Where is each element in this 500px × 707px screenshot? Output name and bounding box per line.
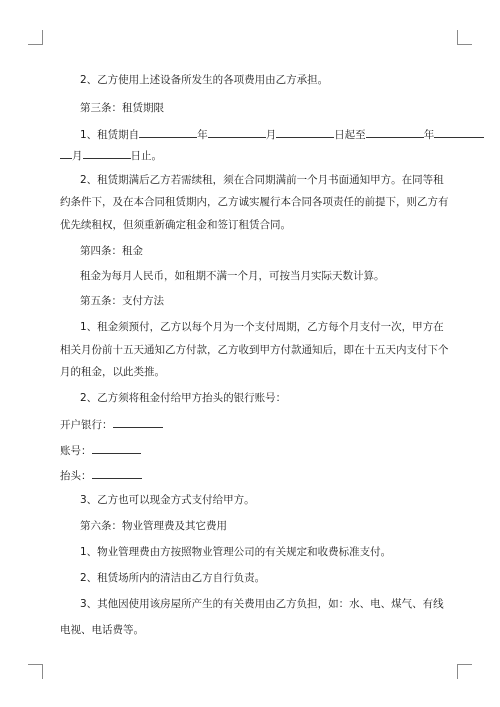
field-account-number <box>60 442 141 456</box>
blank-field <box>113 416 163 428</box>
heading-article-5: 第五条：支付方法 <box>80 295 164 307</box>
blank-field <box>434 126 484 138</box>
paragraph-renewal-line-2: 约条件下，及在本合同租赁期内，乙方诚实履行本合同各项责任的前提下，则乙方有 <box>60 196 449 208</box>
blank-field <box>276 126 334 138</box>
payee-label: 抬头： <box>60 470 92 482</box>
paragraph-payment-line-2: 相关月份前十五天通知乙方付款，乙方收到甲方付款通知后，即在十五天内支付下个 <box>60 344 449 356</box>
paragraph-payment-line-3: 月的租金，以此类推。 <box>60 366 165 378</box>
field-payee <box>60 467 142 481</box>
heading-article-6: 第六条：物业管理费及其它费用 <box>80 520 227 532</box>
blank-field <box>139 126 197 138</box>
paragraph-lease-term <box>80 126 484 140</box>
lease-term-label: 1、租赁期自 <box>80 129 140 141</box>
blank-field <box>208 126 266 138</box>
blank-field <box>366 126 424 138</box>
year-label: 年 <box>197 129 208 141</box>
paragraph-other-fees-line-2: 电视、电话费等。 <box>60 624 144 636</box>
year-label: 年 <box>423 129 435 141</box>
paragraph-bank-account: 2、乙方须将租金付给甲方抬头的银行账号： <box>80 392 287 404</box>
month-label: 月 <box>265 129 277 141</box>
page-corner-mark-top-right <box>457 30 472 45</box>
page-corner-mark-top-left <box>28 30 43 45</box>
blank-field <box>92 442 141 454</box>
paragraph-payment-line-1: 1、租金须预付，乙方以每个月为一个支付周期，乙方每个月支付一次，甲方在 <box>80 321 444 333</box>
heading-article-4: 第四条：租金 <box>80 245 143 257</box>
paragraph-property-fee: 1、物业管理费由方按照物业管理公司的有关规定和收费标准支付。 <box>80 546 392 558</box>
paragraph-cleaning: 2、租赁场所内的清洁由乙方自行负责。 <box>80 572 266 584</box>
bank-name-label: 开户银行： <box>60 419 113 431</box>
paragraph-lease-term-cont <box>60 147 162 161</box>
month-label: 月 <box>72 150 83 162</box>
blank-field <box>92 467 142 479</box>
page-corner-mark-bottom-right <box>457 664 472 679</box>
paragraph-renewal-line-1: 2、租赁期满后乙方若需续租，须在合同期满前一个月书面通知甲方。在同等租 <box>80 174 444 186</box>
day-label: 日起至 <box>334 129 366 141</box>
paragraph-rent: 租金为每月人民币，如租期不满一个月，可按当月实际天数计算。 <box>80 270 385 282</box>
paragraph-renewal-line-3: 优先续租权，但须重新确定租金和签订租赁合同。 <box>60 219 291 231</box>
paragraph-equipment-cost: 2、乙方使用上述设备所发生的各项费用由乙方承担。 <box>80 74 329 86</box>
field-bank-name <box>60 416 163 430</box>
blank-field <box>83 147 131 159</box>
end-label: 日止。 <box>130 150 162 162</box>
blank-field <box>60 147 72 159</box>
page-corner-mark-bottom-left <box>28 664 43 679</box>
account-number-label: 账号： <box>60 445 92 457</box>
paragraph-other-fees-line-1: 3、其他因使用该房屋所产生的有关费用由乙方负担，如：水、电、煤气、有线 <box>80 598 444 610</box>
paragraph-cash-payment: 3、乙方也可以现金方式支付给甲方。 <box>80 494 255 506</box>
heading-article-3: 第三条：租赁期限 <box>80 102 164 114</box>
